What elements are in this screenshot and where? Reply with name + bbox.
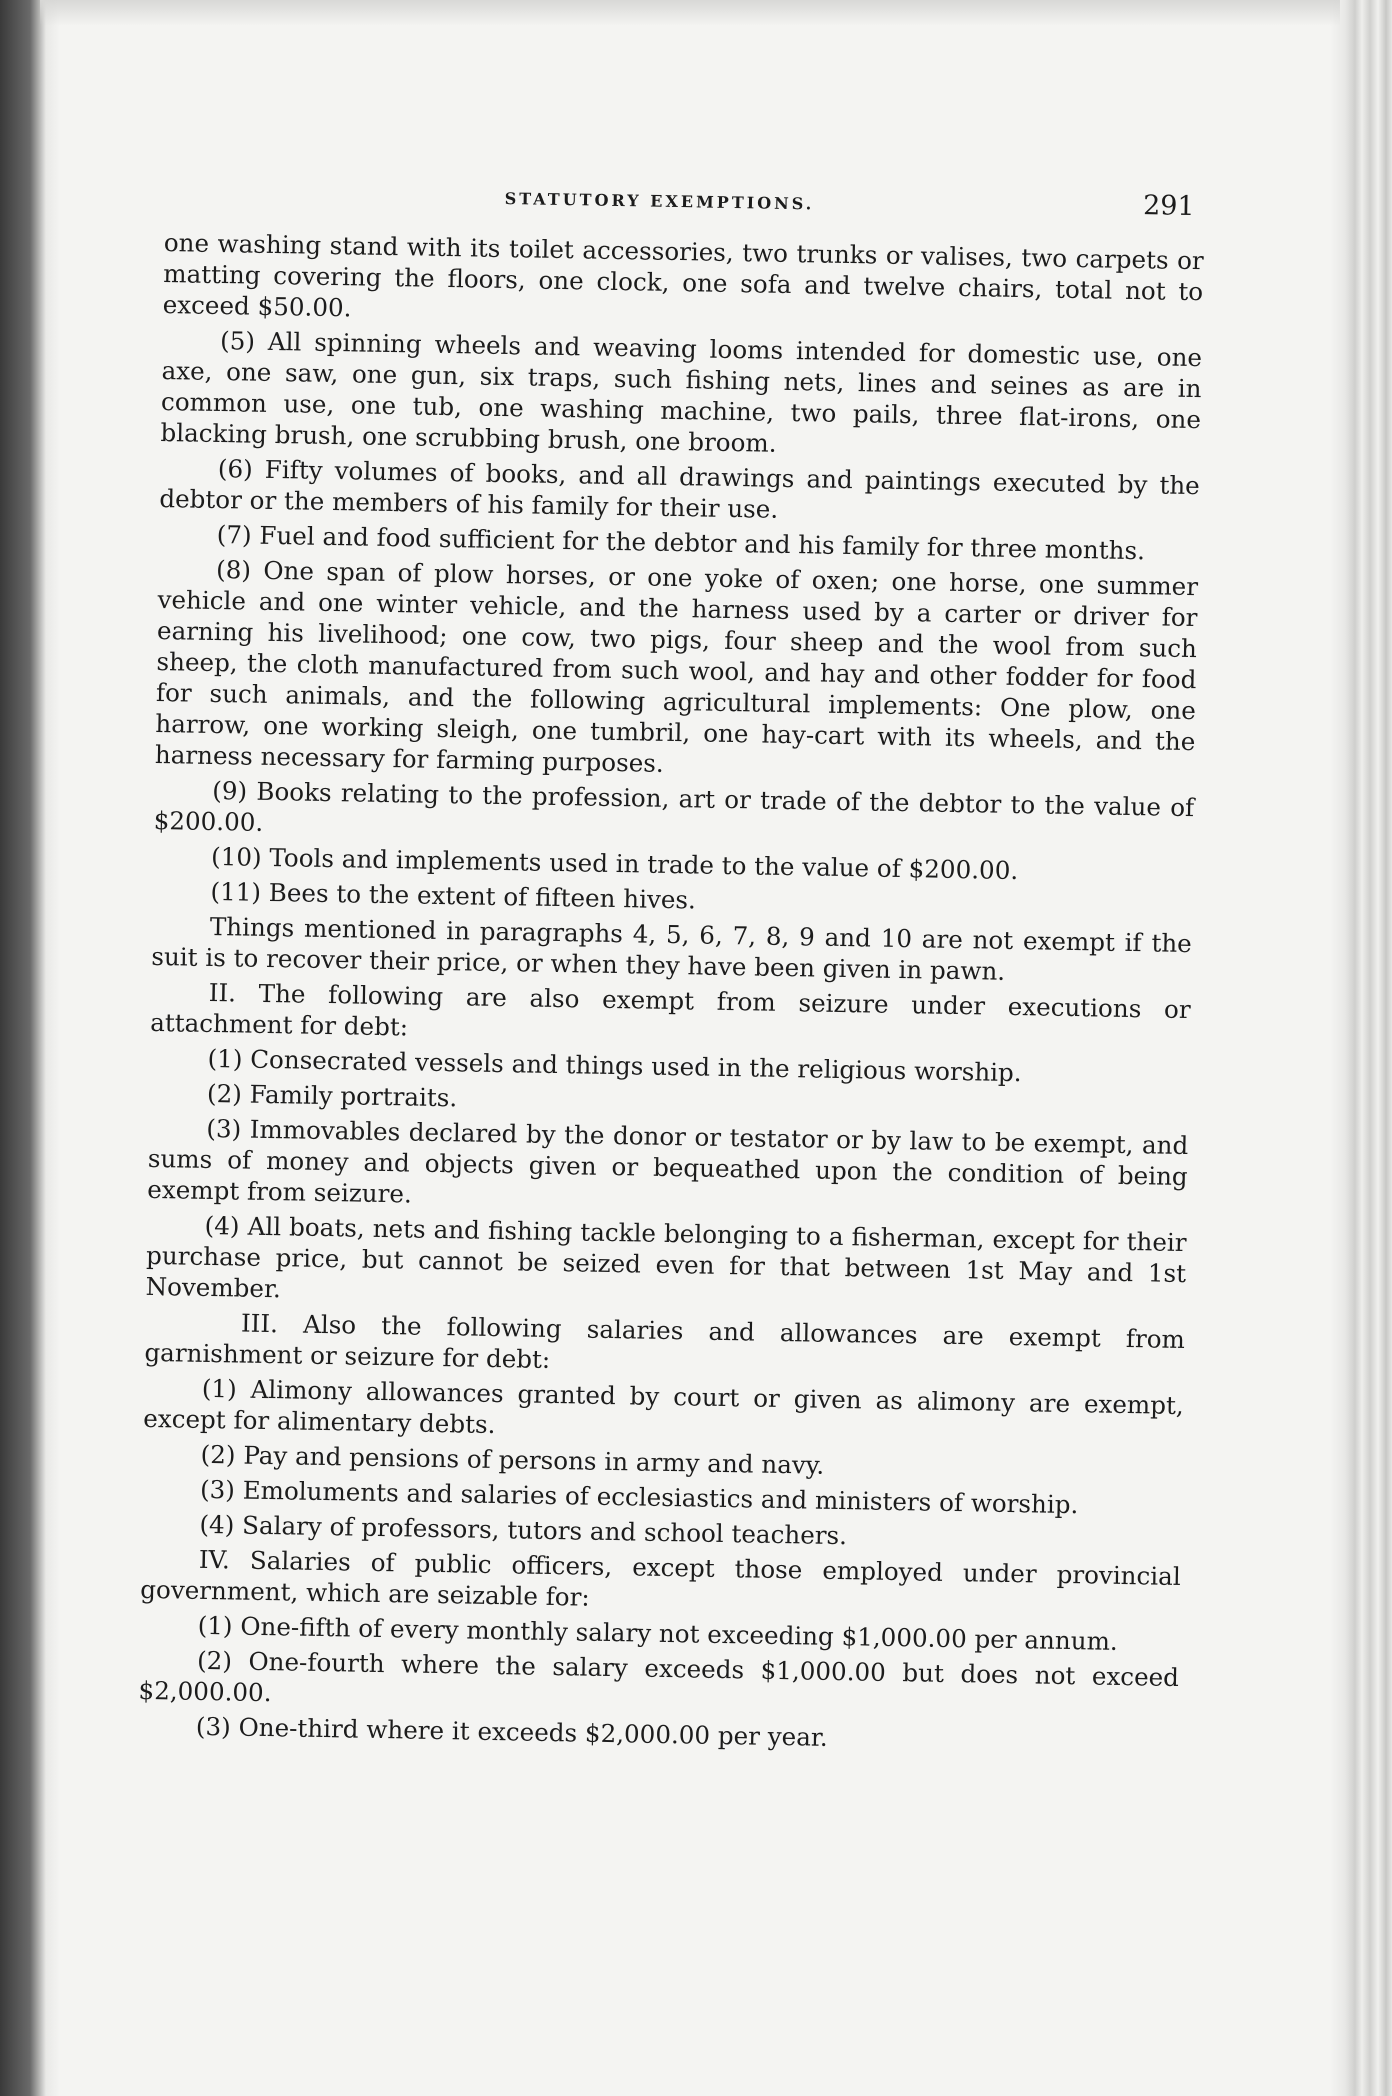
paragraph-ii-item-4: (4) All boats, nets and fishing tackle belonging to a fisherman, except for their purchase price, but cannot be seized even for that between 1st May and 1st November. <box>145 1210 1187 1304</box>
paragraph-iv-item-3: (3) One-third where it exceeds $2,000.00 per year. <box>195 1711 829 1752</box>
paragraph-item-9: (9) Books relating to the profession, art or trade of the debtor to the value of $200.00. <box>153 775 1195 837</box>
paragraph-iii-item-4: (4) Salary of professors, tutors and school teachers. <box>199 1509 848 1551</box>
paragraph-section-iii: III. Also the following salaries and allowances are exempt from garnishment or seizure for debt: <box>144 1308 1186 1374</box>
paragraph-item-10: (10) Tools and implements used in trade to the value of $200.00. <box>210 841 1019 886</box>
paragraph-section-iv: IV. Salaries of public officers, except those employed under provincial government, which are seizable for: <box>140 1544 1181 1612</box>
page-top-shadow <box>40 0 1340 26</box>
paragraph-iv-item-1: (1) One-fifth of every monthly salary not exceeding $1,000.00 per annum. <box>197 1610 1118 1656</box>
paragraph-things-mentioned: Things mentioned in paragraphs 4, 5, 6, 7, 8, 9 and 10 are not exempt if the suit is to recover their price, or when they have been given in pawn. <box>151 911 1193 986</box>
paragraph-ii-item-1: (1) Consecrated vessels and things used in the religious worship. <box>207 1043 1022 1088</box>
paragraph-item-5: (5) All spinning wheels and weaving looms intended for domestic use, one axe, one saw, one gun, six traps, such fishing nets, lines and seines as are in common use, one tub, one washing machine, two pails, three flat-irons, one blacking brush, one scrubbing brush, one broom. <box>160 326 1203 458</box>
paragraph-ii-item-2: (2) Family portraits. <box>206 1078 458 1113</box>
paragraph-continuation: one washing stand with its toilet accessories, two trunks or valises, two carpets or matting covering the floors, one clock, one sofa and twelve chairs, total not to exceed $50.00. <box>162 228 1204 323</box>
paragraph-iv-item-2: (2) One-fourth where the salary exceeds $1,000.00 but does not exceed $2,000.00. <box>138 1645 1180 1708</box>
paragraph-item-11: (11) Bees to the extent of fifteen hives. <box>210 876 697 915</box>
body-text <box>138 227 1204 1759</box>
paragraph-item-8: (8) One span of plow horses, or one yoke of oxen; one horse, one summer vehicle and one winter vehicle, and the harness used by a carter or driver for earning his livelihood; one cow, two pigs, four sheep and the wool from such sheep, the cloth manufactured from such wool, and hay and other fodder for food for such animals, and the following agricultural implements: One plow, one harrow, one working sleigh, one tumbril, one hay-cart with its wheels, and the harness necessary for farming purposes. <box>154 555 1199 778</box>
book-page <box>135 171 1205 1909</box>
paragraph-item-7: (7) Fuel and food sufficient for the debtor and his family for three months. <box>216 520 1146 566</box>
paragraph-iii-item-2: (2) Pay and pensions of persons in army and navy. <box>200 1439 825 1480</box>
running-head-title: STATUTORY EXEMPTIONS. <box>504 188 815 214</box>
paragraph-iii-item-3: (3) Emoluments and salaries of ecclesiastics and ministers of worship. <box>199 1474 1079 1520</box>
paragraph-section-ii: II. The following are also exempt from seizure under executions or attachment for debt: <box>149 977 1191 1042</box>
paragraph-item-6: (6) Fifty volumes of books, and all drawings and paintings executed by the debtor or the members of his family for their use. <box>159 454 1201 524</box>
paragraph-ii-item-3: (3) Immovables declared by the donor or testator or by law to be exempt, and sums of money and objects given or bequeathed upon the condition of being exempt from seizure. <box>147 1113 1189 1209</box>
page-number: 291 <box>1142 190 1195 223</box>
paragraph-iii-item-1: (1) Alimony allowances granted by court or given as alimony are exempt, except for alimentary debts. <box>143 1373 1184 1440</box>
